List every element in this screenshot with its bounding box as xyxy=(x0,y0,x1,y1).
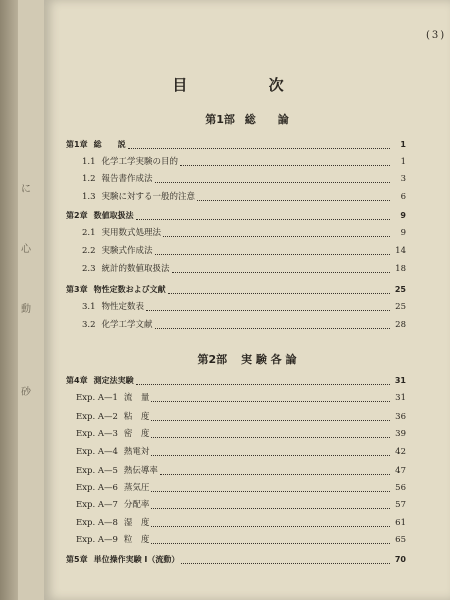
entry-page: 31 xyxy=(395,393,406,403)
entry-page: 25 xyxy=(394,285,406,294)
entry-number: Exp. A—5 xyxy=(76,466,118,476)
entry-title: 粒 度 xyxy=(123,535,150,545)
leader-dots xyxy=(168,293,390,294)
leader-dots xyxy=(160,474,390,475)
entry-number: 1.2 xyxy=(82,174,96,184)
entry-title: 蒸気圧 xyxy=(123,483,150,493)
entry-page: 1 xyxy=(400,140,406,149)
leader-dots xyxy=(146,310,390,311)
entry-title: 密 度 xyxy=(123,429,150,439)
entry-page: 70 xyxy=(394,555,406,564)
toc-experiment-entry xyxy=(76,410,406,424)
entry-title: 単位操作実験 I（流動） xyxy=(93,555,180,564)
entry-number: 1.3 xyxy=(82,192,96,202)
toc-section-entry xyxy=(82,318,406,332)
entry-page: 47 xyxy=(395,466,406,476)
edge-char: 砂 xyxy=(21,387,31,398)
toc-section-entry xyxy=(82,262,406,276)
toc-experiment-entry xyxy=(76,498,406,512)
part2-heading xyxy=(44,351,450,367)
toc-section-entry xyxy=(82,155,406,169)
leader-dots xyxy=(151,420,390,421)
entry-number: Exp. A—4 xyxy=(76,447,118,457)
entry-page: 3 xyxy=(400,174,406,184)
entry-title: 熱伝導率 xyxy=(123,466,158,476)
entry-title: 化学工学文献 xyxy=(101,320,153,330)
edge-char: 心 xyxy=(21,244,31,255)
entry-title: 物性定数および文献 xyxy=(93,285,166,294)
entry-number: 1.1 xyxy=(82,157,96,167)
leader-dots xyxy=(136,219,390,220)
toc-section-entry xyxy=(82,244,406,258)
toc-chapter-entry xyxy=(66,283,406,297)
entry-page: 56 xyxy=(395,483,406,493)
leader-dots xyxy=(151,401,390,402)
toc-section-entry xyxy=(82,190,406,204)
toc-page xyxy=(44,0,450,600)
entry-title: 流 量 xyxy=(123,393,150,403)
part1-heading xyxy=(44,111,450,127)
entry-page: 31 xyxy=(394,376,406,385)
leader-dots xyxy=(163,236,390,237)
entry-title: 実用数式処理法 xyxy=(101,228,162,238)
entry-page: 28 xyxy=(395,320,406,330)
entry-page: 57 xyxy=(395,500,406,510)
entry-page: 61 xyxy=(395,518,406,528)
leader-dots xyxy=(181,563,390,564)
toc-section-entry xyxy=(82,172,406,186)
leader-dots xyxy=(136,384,390,385)
leader-dots xyxy=(155,254,390,255)
entry-title: 化学工学実験の目的 xyxy=(101,157,179,167)
entry-number: 第3章 xyxy=(66,285,88,294)
entry-title: 実験式作成法 xyxy=(101,246,153,256)
leader-dots xyxy=(155,182,390,183)
entry-number: 第2章 xyxy=(66,211,88,220)
toc-chapter-entry xyxy=(66,138,406,152)
entry-page: 36 xyxy=(395,412,406,422)
entry-number: Exp. A—1 xyxy=(76,393,118,403)
book-spine xyxy=(0,0,18,600)
entry-title: 総 説 xyxy=(93,140,126,149)
edge-char: に xyxy=(21,184,31,195)
entry-page: 42 xyxy=(395,447,406,457)
entry-number: 2.2 xyxy=(82,246,96,256)
entry-title: 熱電対 xyxy=(123,447,150,457)
entry-page: 6 xyxy=(400,192,406,202)
part1-name: 総 論 xyxy=(244,113,289,126)
entry-number: 第1章 xyxy=(66,140,88,149)
leader-dots xyxy=(151,437,390,438)
leader-dots xyxy=(151,526,390,527)
part2-name: 実 験 各 論 xyxy=(241,353,297,366)
leader-dots xyxy=(172,272,390,273)
entry-title: 報告書作成法 xyxy=(101,174,153,184)
entry-title: 測定法実験 xyxy=(93,376,134,385)
leader-dots xyxy=(151,508,390,509)
page-title: 目 次 xyxy=(172,76,322,94)
entry-page: 65 xyxy=(395,535,406,545)
entry-number: Exp. A—8 xyxy=(76,518,118,528)
toc-chapter-entry xyxy=(66,553,406,567)
entry-title: 物性定数表 xyxy=(101,302,145,312)
leader-dots xyxy=(155,328,390,329)
toc-experiment-entry xyxy=(76,464,406,478)
toc-chapter-entry xyxy=(66,374,406,388)
entry-title: 統計的数値取扱法 xyxy=(101,264,170,274)
entry-number: 3.1 xyxy=(82,302,96,312)
entry-title: 数値取扱法 xyxy=(93,211,134,220)
entry-number: Exp. A—9 xyxy=(76,535,118,545)
entry-page: 14 xyxy=(395,246,406,256)
toc-experiment-entry xyxy=(76,481,406,495)
entry-page: 39 xyxy=(395,429,406,439)
page-number: (3) xyxy=(426,30,447,41)
entry-title: 粘 度 xyxy=(123,412,150,422)
previous-page-edge xyxy=(18,0,45,600)
toc-section-entry xyxy=(82,226,406,240)
toc-experiment-entry xyxy=(76,533,406,547)
entry-page: 9 xyxy=(400,211,406,220)
toc-experiment-entry xyxy=(76,445,406,459)
entry-title: 湿 度 xyxy=(123,518,150,528)
entry-number: 2.1 xyxy=(82,228,96,238)
toc-experiment-entry xyxy=(76,427,406,441)
entry-number: 2.3 xyxy=(82,264,96,274)
entry-title: 分配率 xyxy=(123,500,150,510)
entry-number: Exp. A—6 xyxy=(76,483,118,493)
leader-dots xyxy=(151,491,390,492)
entry-page: 25 xyxy=(395,302,406,312)
entry-number: 3.2 xyxy=(82,320,96,330)
toc-chapter-entry xyxy=(66,209,406,223)
edge-char: 動 xyxy=(21,304,31,315)
entry-number: 第5章 xyxy=(66,555,88,564)
leader-dots xyxy=(151,455,390,456)
toc-experiment-entry xyxy=(76,391,406,405)
entry-number: Exp. A—7 xyxy=(76,500,118,510)
part2-label: 第2部 xyxy=(197,353,228,366)
toc-section-entry xyxy=(82,300,406,314)
entry-page: 9 xyxy=(400,228,406,238)
toc-experiment-entry xyxy=(76,516,406,530)
entry-title: 実験に対する一般的注意 xyxy=(101,192,196,202)
entry-page: 1 xyxy=(400,157,406,167)
entry-number: Exp. A—3 xyxy=(76,429,118,439)
part1-label: 第1部 xyxy=(205,113,235,126)
leader-dots xyxy=(128,148,390,149)
leader-dots xyxy=(151,543,390,544)
entry-number: Exp. A—2 xyxy=(76,412,118,422)
leader-dots xyxy=(180,165,390,166)
leader-dots xyxy=(197,200,390,201)
entry-page: 18 xyxy=(395,264,406,274)
entry-number: 第4章 xyxy=(66,376,88,385)
